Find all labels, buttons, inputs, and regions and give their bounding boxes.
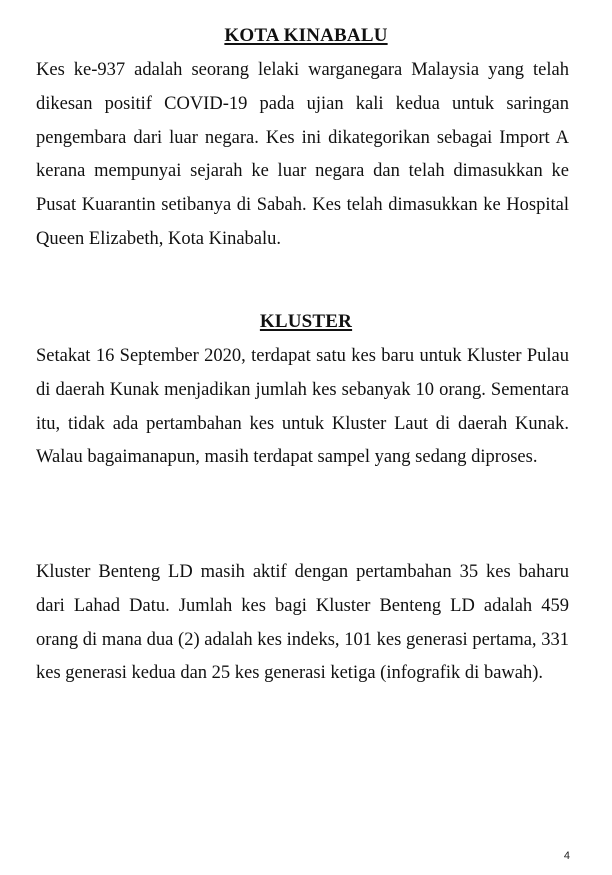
- page-number: 4: [563, 850, 570, 862]
- section-heading-kluster: KLUSTER: [259, 311, 353, 332]
- section-heading-kota-kinabalu: KOTA KINABALU: [224, 25, 388, 46]
- paragraph-kluster-pulau-laut: Setakat 16 September 2020, terdapat satu kes baru untuk Kluster Pulau di daerah Kunak menjadikan jumlah kes sebanyak 10 orang. Sementara itu, tidak ada pertambahan kes untuk Kluster Laut di daerah Kunak. Walau bagaimanapun, masih terdapat sampel yang sedang diproses.: [36, 346, 569, 468]
- paragraph-kota-kinabalu: Kes ke-937 adalah seorang lelaki warganegara Malaysia yang telah dikesan positif COVID-19 pada ujian kali kedua untuk saringan pengembara dari luar negara. Kes ini dikategorikan sebagai Import A kerana mempunyai sejarah ke luar negara dan telah dimasukkan ke Pusat Kuarantin setibanya di Sabah. Kes telah dimasukkan ke Hospital Queen Elizabeth, Kota Kinabalu.: [36, 60, 569, 249]
- paragraph-kluster-benteng-ld: Kluster Benteng LD masih aktif dengan pertambahan 35 kes baharu dari Lahad Datu. Jumlah kes bagi Kluster Benteng LD adalah 459 orang di mana dua (2) adalah kes indeks, 101 kes generasi pertama, 331 kes generasi kedua dan 25 kes generasi ketiga (infografik di bawah).: [36, 562, 569, 684]
